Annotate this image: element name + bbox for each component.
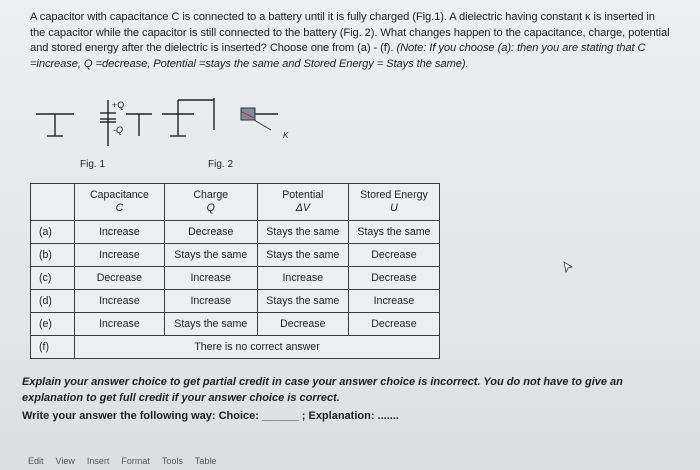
question-note: (Note: If you choose (a): then you are stating that C =increase, Q =decrease, Potential =stays the same and Stored Energy = Stays the same). (30, 42, 646, 70)
fig1-caption: Fig. 1 (80, 159, 106, 170)
menu-edit[interactable]: Edit (28, 456, 44, 466)
figure-2-dielectric-diagram (158, 88, 298, 158)
table-row (31, 267, 440, 290)
row-potential: Increase (257, 267, 348, 290)
fig1-minus-label: -Q (113, 125, 123, 135)
table-row (31, 336, 440, 359)
row-charge: Increase (164, 290, 257, 313)
header-capacitance-symbol: C (115, 202, 124, 214)
menu-format[interactable]: Format (121, 456, 150, 466)
menu-table[interactable]: Table (194, 456, 217, 466)
row-option: (d) (31, 290, 75, 313)
table-row (31, 244, 440, 267)
row-no-correct-answer: There is no correct answer (75, 336, 440, 359)
table-row (31, 290, 440, 313)
table-row (31, 221, 440, 244)
header-capacitance-label: Capacitance (89, 189, 149, 201)
header-charge-symbol: Q (206, 202, 215, 214)
row-option: (a) (31, 221, 75, 244)
row-option: (c) (31, 267, 75, 290)
row-energy: Decrease (348, 267, 439, 290)
header-energy-symbol: U (390, 202, 398, 214)
answer-choices-table (30, 183, 440, 359)
row-energy: Decrease (348, 244, 439, 267)
fig1-plus-label: +Q (112, 100, 125, 110)
fig2-kappa-label: K (283, 131, 289, 140)
explain-instructions: Explain your answer choice to get partial credit in case your answer choice is incorrect. You do not have to give an explanation to get full credit if your answer choice is correct. (22, 376, 623, 404)
editor-menu-bar (0, 452, 700, 470)
row-energy: Increase (348, 290, 439, 313)
row-energy: Stays the same (348, 221, 439, 244)
menu-insert[interactable]: Insert (86, 456, 110, 466)
mouse-pointer-icon (563, 261, 573, 273)
row-option: (b) (31, 244, 75, 267)
row-potential: Stays the same (257, 221, 348, 244)
menu-view[interactable]: View (55, 456, 75, 466)
header-option (31, 184, 75, 221)
row-charge: Stays the same (164, 244, 257, 267)
row-option: (e) (31, 313, 75, 336)
menu-tools[interactable]: Tools (161, 456, 183, 466)
question-main: A capacitor with capacitance C is connected to a battery until it is fully charged (Fig.1). A dielectric having constant κ is inserted in the capacitor while the capacitor is still connected to the battery (Fig. 2). What changes happen to the capacitance, charge, potential and stored energy after the dielectric is inserted? Choose one from (a) - (f). (30, 11, 670, 54)
row-charge: Decrease (164, 221, 257, 244)
table-row (31, 313, 440, 336)
answer-format-instructions: Write your answer the following way: Choice: ______ ; Explanation: ....... (22, 410, 399, 422)
row-capacitance: Decrease (75, 267, 165, 290)
row-capacitance: Increase (75, 244, 165, 267)
row-charge: Stays the same (164, 313, 257, 336)
row-capacitance: Increase (75, 290, 165, 313)
row-potential: Decrease (257, 313, 348, 336)
header-charge (164, 184, 257, 221)
header-potential-label: Potential (282, 189, 324, 201)
row-charge: Increase (164, 267, 257, 290)
row-capacitance: Increase (75, 313, 165, 336)
row-option: (f) (31, 336, 75, 359)
header-energy-label: Stored Energy (360, 189, 428, 201)
question-text (30, 10, 670, 72)
row-potential: Stays the same (257, 244, 348, 267)
fig2-caption: Fig. 2 (208, 159, 234, 170)
header-capacitance (75, 184, 165, 221)
table-header-row (31, 184, 440, 221)
figure-1-capacitor-diagram (30, 88, 160, 158)
row-potential: Stays the same (257, 290, 348, 313)
header-potential (257, 184, 348, 221)
header-charge-label: Charge (193, 189, 229, 201)
header-energy (348, 184, 439, 221)
row-capacitance: Increase (75, 221, 165, 244)
header-potential-symbol: ΔV (295, 202, 310, 214)
row-energy: Decrease (348, 313, 439, 336)
